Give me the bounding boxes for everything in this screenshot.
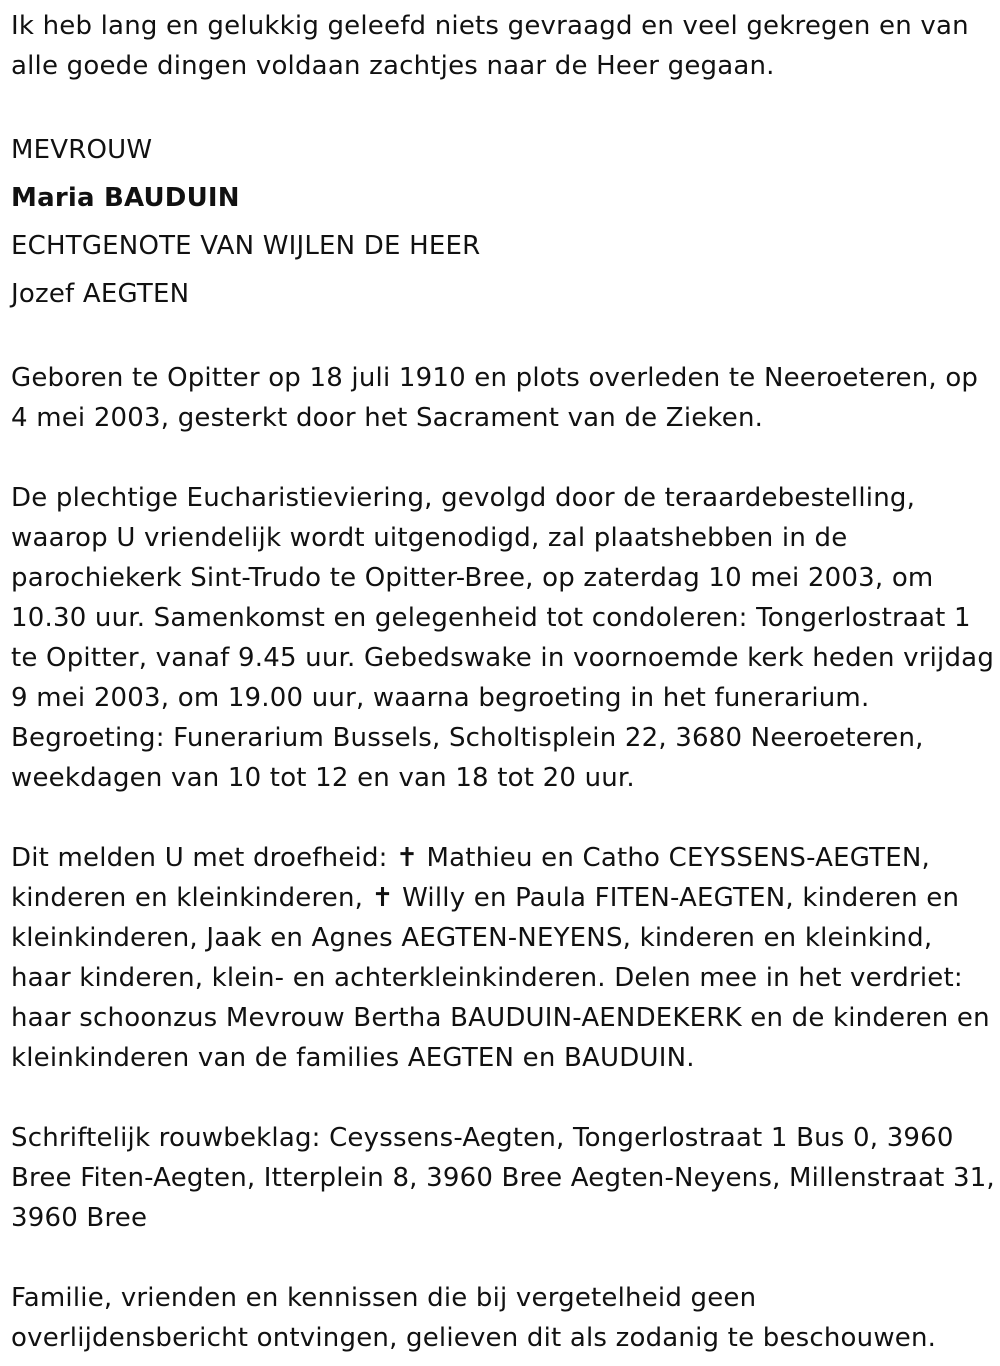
announcement-part-1: Mathieu en Catho CEYSSENS-AEGTEN, kinderen en kleinkinderen,	[11, 843, 930, 913]
announcement-part-2: Willy en Paula FITEN-AEGTEN, kinderen en kleinkinderen, Jaak en Agnes AEGTEN-NEYENS, kinderen en kleinkind, haar kinderen, klein- en achterkleinkinderen. Delen mee in het verdriet: haar schoonzus Mevrouw Bertha BAUDUIN-AENDEKERK en de kinderen en kleinkinderen van de families AEGTEN en BAUDUIN.	[11, 883, 990, 1073]
title-text: MEVROUW	[11, 135, 153, 165]
announcement-intro: Dit melden U met droefheid:	[11, 843, 397, 873]
opening-text: Ik heb lang en gelukkig geleefd niets gevraagd en veel gekregen en van alle goede dingen voldaan zachtjes naar de Heer gegaan.	[11, 11, 969, 81]
spacer	[11, 1078, 996, 1118]
cross-icon: ✝	[371, 883, 394, 913]
spacer	[11, 438, 996, 478]
cross-icon: ✝	[396, 843, 419, 873]
spouse-label: ECHTGENOTE VAN WIJLEN DE HEER	[11, 231, 481, 261]
spacer	[11, 318, 996, 358]
birth-death-text: Geboren te Opitter op 18 juli 1910 en plots overleden te Neeroeteren, op 4 mei 2003, gesterkt door het Sacrament van de Zieken.	[11, 363, 979, 433]
deceased-name: Maria BAUDUIN	[11, 183, 240, 213]
announcement-text	[11, 838, 996, 1078]
spouse-name: Jozef AEGTEN	[11, 279, 190, 309]
spacer	[11, 1238, 996, 1278]
spacer	[11, 86, 996, 126]
condolences-text: Schriftelijk rouwbeklag: Ceyssens-Aegten, Tongerlostraat 1 Bus 0, 3960 Bree Fiten-Aegten, Itterplein 8, 3960 Bree Aegten-Neyens, Millenstraat 31, 3960 Bree	[11, 1123, 995, 1233]
ceremony-text: De plechtige Eucharistieviering, gevolgd door de teraardebestelling, waarop U vriendelijk wordt uitgenodigd, zal plaatshebben in de parochiekerk Sint-Trudo te Opitter-Bree, op zaterdag 10 mei 2003, om 10.30 uur. Samenkomst en gelegenheid tot condoleren: Tongerlostraat 1 te Opitter, vanaf 9.45 uur. Gebedswake in voornoemde kerk heden vrijdag 9 mei 2003, om 19.00 uur, waarna begroeting in het funerarium. Begroeting: Funerarium Bussels, Scholtisplein 22, 3680 Neeroeteren, weekdagen van 10 tot 12 en van 18 tot 20 uur.	[11, 483, 995, 793]
obituary-notice	[11, 6, 996, 1358]
spacer	[11, 798, 996, 838]
closing-text: Familie, vrienden en kennissen die bij vergetelheid geen overlijdensbericht ontvingen, gelieven dit als zodanig te beschouwen.	[11, 1283, 937, 1353]
